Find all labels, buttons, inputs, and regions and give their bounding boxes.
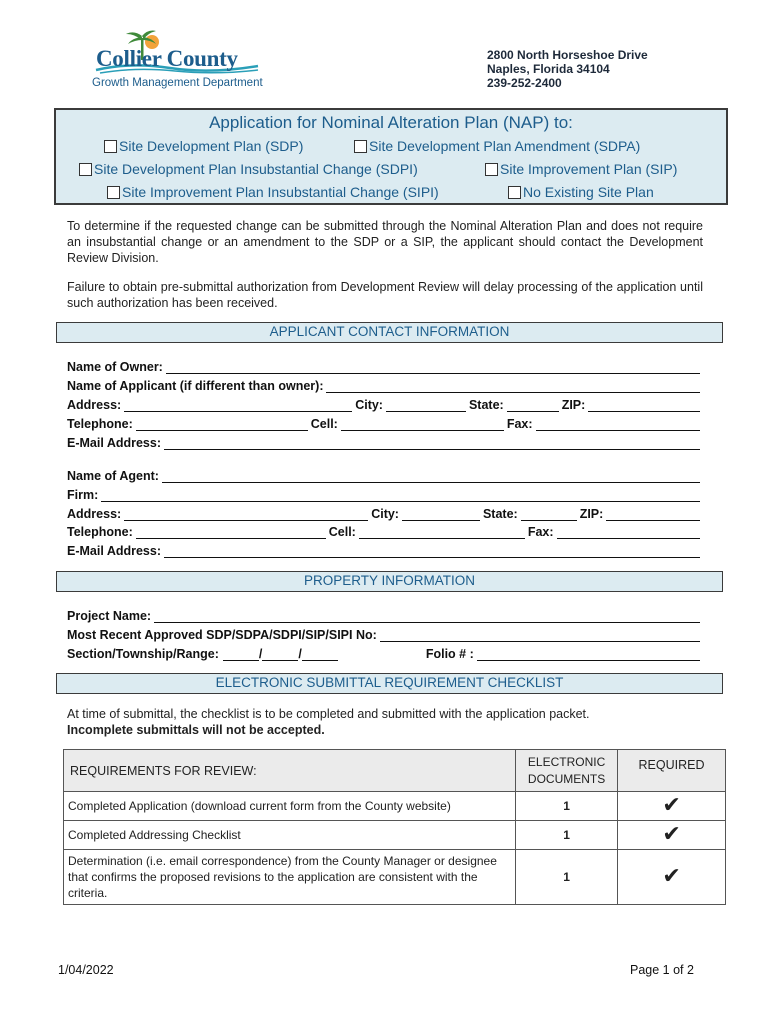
sipi-checkbox[interactable] bbox=[107, 186, 120, 199]
firm-field[interactable] bbox=[67, 484, 703, 502]
approved-label: Most Recent Approved SDP/SDPA/SDPI/SIP/SIPI No: bbox=[67, 628, 377, 642]
documents-cell: 1 bbox=[516, 821, 618, 850]
state-line[interactable] bbox=[521, 510, 577, 521]
option-sdp[interactable] bbox=[104, 138, 303, 154]
applicant-label: Name of Applicant (if different than owner): bbox=[67, 379, 324, 393]
fax-line[interactable] bbox=[536, 420, 700, 431]
checklist-section-header: ELECTRONIC SUBMITTAL REQUIREMENT CHECKLIST bbox=[56, 673, 723, 694]
electronic-header-line1: ELECTRONIC bbox=[527, 754, 606, 769]
property-section-header: PROPERTY INFORMATION bbox=[56, 571, 723, 592]
intro-paragraph-2: Failure to obtain pre-submittal authorization from Development Review will delay processing of the application until such authorization has been received. bbox=[67, 280, 703, 310]
applicant-section-header: APPLICANT CONTACT INFORMATION bbox=[56, 322, 723, 343]
project-name-field[interactable] bbox=[67, 605, 703, 623]
str-separator: / bbox=[298, 647, 302, 661]
electronic-header-line2: DOCUMENTS bbox=[527, 771, 606, 786]
option-label: Site Development Plan Insubstantial Change (SDPI) bbox=[94, 161, 418, 177]
state-label: State: bbox=[482, 507, 518, 521]
option-sip[interactable] bbox=[485, 161, 677, 177]
table-row bbox=[64, 821, 726, 850]
option-label: Site Development Plan Amendment (SDPA) bbox=[369, 138, 641, 154]
option-sipi[interactable] bbox=[107, 184, 439, 200]
form-title: Application for Nominal Alteration Plan (NAP) to: bbox=[209, 113, 573, 132]
zip-line[interactable] bbox=[588, 401, 700, 412]
requirement-cell: Completed Addressing Checklist bbox=[64, 821, 516, 850]
intro-paragraph-1: To determine if the requested change can be submitted through the Nominal Alteration Plan and does not require an insubstantial change or an amendment to the SDP or a SIP, the applicant should contact the Development Review Division. bbox=[67, 219, 703, 265]
checklist-note-text: At time of submittal, the checklist is to be completed and submitted with the application packet. bbox=[67, 707, 590, 721]
footer-date: 1/04/2022 bbox=[58, 963, 114, 977]
documents-cell: 1 bbox=[516, 792, 618, 821]
fax-line[interactable] bbox=[557, 528, 700, 539]
city-line[interactable] bbox=[402, 510, 480, 521]
option-no-existing[interactable] bbox=[508, 184, 654, 200]
required-header bbox=[618, 750, 726, 792]
address-line[interactable] bbox=[124, 510, 368, 521]
cell-label: Cell: bbox=[328, 525, 356, 539]
required-check-icon: ✔ bbox=[618, 792, 726, 821]
applicant-email-field[interactable] bbox=[67, 432, 703, 450]
owner-line[interactable] bbox=[166, 363, 700, 374]
address-label: Address: bbox=[67, 398, 122, 412]
applicant-line[interactable] bbox=[326, 382, 700, 393]
requirements-table bbox=[63, 749, 726, 905]
option-sdpa[interactable] bbox=[354, 138, 640, 154]
zip-label: ZIP: bbox=[579, 507, 604, 521]
telephone-label: Telephone: bbox=[67, 417, 133, 431]
email-line[interactable] bbox=[164, 439, 700, 450]
logo-department: Growth Management Department bbox=[92, 77, 263, 89]
folio-label: Folio # : bbox=[425, 647, 474, 661]
table-row bbox=[64, 850, 726, 905]
documents-cell: 1 bbox=[516, 850, 618, 905]
owner-field[interactable] bbox=[67, 356, 703, 374]
folio-line[interactable] bbox=[477, 650, 700, 661]
required-check-icon: ✔ bbox=[618, 821, 726, 850]
requirements-header bbox=[64, 750, 516, 792]
agent-field[interactable] bbox=[67, 465, 703, 483]
project-label: Project Name: bbox=[67, 609, 152, 623]
str-folio-row bbox=[67, 643, 703, 661]
fax-label: Fax: bbox=[506, 417, 533, 431]
applicant-address-row bbox=[67, 394, 703, 412]
email-label: E-Mail Address: bbox=[67, 544, 162, 558]
applicant-phone-row bbox=[67, 413, 703, 431]
sip-checkbox[interactable] bbox=[485, 163, 498, 176]
telephone-label: Telephone: bbox=[67, 525, 133, 539]
table-row bbox=[64, 792, 726, 821]
firm-label: Firm: bbox=[67, 488, 99, 502]
telephone-line[interactable] bbox=[136, 528, 326, 539]
checklist-note-bold: Incomplete submittals will not be accepted. bbox=[67, 723, 325, 737]
option-label: Site Improvement Plan Insubstantial Change (SIPI) bbox=[122, 184, 439, 200]
requirement-cell: Determination (i.e. email correspondence) from the County Manager or designee that confirms the proposed revisions to the application are consistent with the criteria. bbox=[64, 850, 516, 905]
address-city: Naples, Florida 34104 bbox=[487, 62, 610, 76]
address-phone: 239-252-2400 bbox=[487, 76, 562, 90]
city-line[interactable] bbox=[386, 401, 466, 412]
city-label: City: bbox=[371, 507, 399, 521]
approved-number-field[interactable] bbox=[67, 624, 703, 642]
requirements-header-text: REQUIREMENTS FOR REVIEW: bbox=[70, 763, 257, 778]
table-header-row bbox=[64, 750, 726, 792]
cell-line[interactable] bbox=[359, 528, 525, 539]
no-existing-checkbox[interactable] bbox=[508, 186, 521, 199]
agent-email-field[interactable] bbox=[67, 540, 703, 558]
sdpa-checkbox[interactable] bbox=[354, 140, 367, 153]
email-line[interactable] bbox=[164, 547, 700, 558]
electronic-header bbox=[516, 750, 618, 792]
required-header-text: REQUIRED bbox=[638, 758, 705, 772]
option-sdpi[interactable] bbox=[79, 161, 418, 177]
agent-line[interactable] bbox=[162, 472, 700, 483]
township-line[interactable] bbox=[262, 650, 298, 661]
state-label: State: bbox=[468, 398, 504, 412]
option-label: Site Development Plan (SDP) bbox=[119, 138, 304, 154]
approved-line[interactable] bbox=[380, 631, 700, 642]
zip-label: ZIP: bbox=[561, 398, 586, 412]
checklist-note bbox=[67, 706, 703, 738]
agent-address-row bbox=[67, 503, 703, 521]
firm-line[interactable] bbox=[101, 491, 700, 502]
footer-page-number: Page 1 of 2 bbox=[630, 963, 694, 977]
cell-line[interactable] bbox=[341, 420, 504, 431]
state-line[interactable] bbox=[507, 401, 559, 412]
sdp-checkbox[interactable] bbox=[104, 140, 117, 153]
zip-line[interactable] bbox=[606, 510, 700, 521]
project-line[interactable] bbox=[154, 612, 700, 623]
fax-label: Fax: bbox=[527, 525, 554, 539]
str-separator: / bbox=[258, 647, 263, 661]
required-check-icon: ✔ bbox=[618, 850, 726, 905]
agent-label: Name of Agent: bbox=[67, 469, 159, 483]
county-address bbox=[487, 48, 648, 90]
option-label: No Existing Site Plan bbox=[523, 184, 654, 200]
range-line[interactable] bbox=[302, 650, 338, 661]
section-line[interactable] bbox=[223, 650, 259, 661]
address-label: Address: bbox=[67, 507, 122, 521]
cell-label: Cell: bbox=[310, 417, 338, 431]
str-label: Section/Township/Range: bbox=[67, 647, 219, 661]
requirement-cell: Completed Application (download current form from the County website) bbox=[64, 792, 516, 821]
logo-wordmark: Collier County bbox=[96, 46, 238, 71]
sdpi-checkbox[interactable] bbox=[79, 163, 92, 176]
city-label: City: bbox=[355, 398, 383, 412]
option-label: Site Improvement Plan (SIP) bbox=[500, 161, 678, 177]
owner-label: Name of Owner: bbox=[67, 360, 163, 374]
telephone-line[interactable] bbox=[136, 420, 308, 431]
email-label: E-Mail Address: bbox=[67, 436, 162, 450]
address-street: 2800 North Horseshoe Drive bbox=[487, 48, 648, 62]
address-line[interactable] bbox=[124, 401, 352, 412]
agent-phone-row bbox=[67, 521, 703, 539]
applicant-field[interactable] bbox=[67, 375, 703, 393]
